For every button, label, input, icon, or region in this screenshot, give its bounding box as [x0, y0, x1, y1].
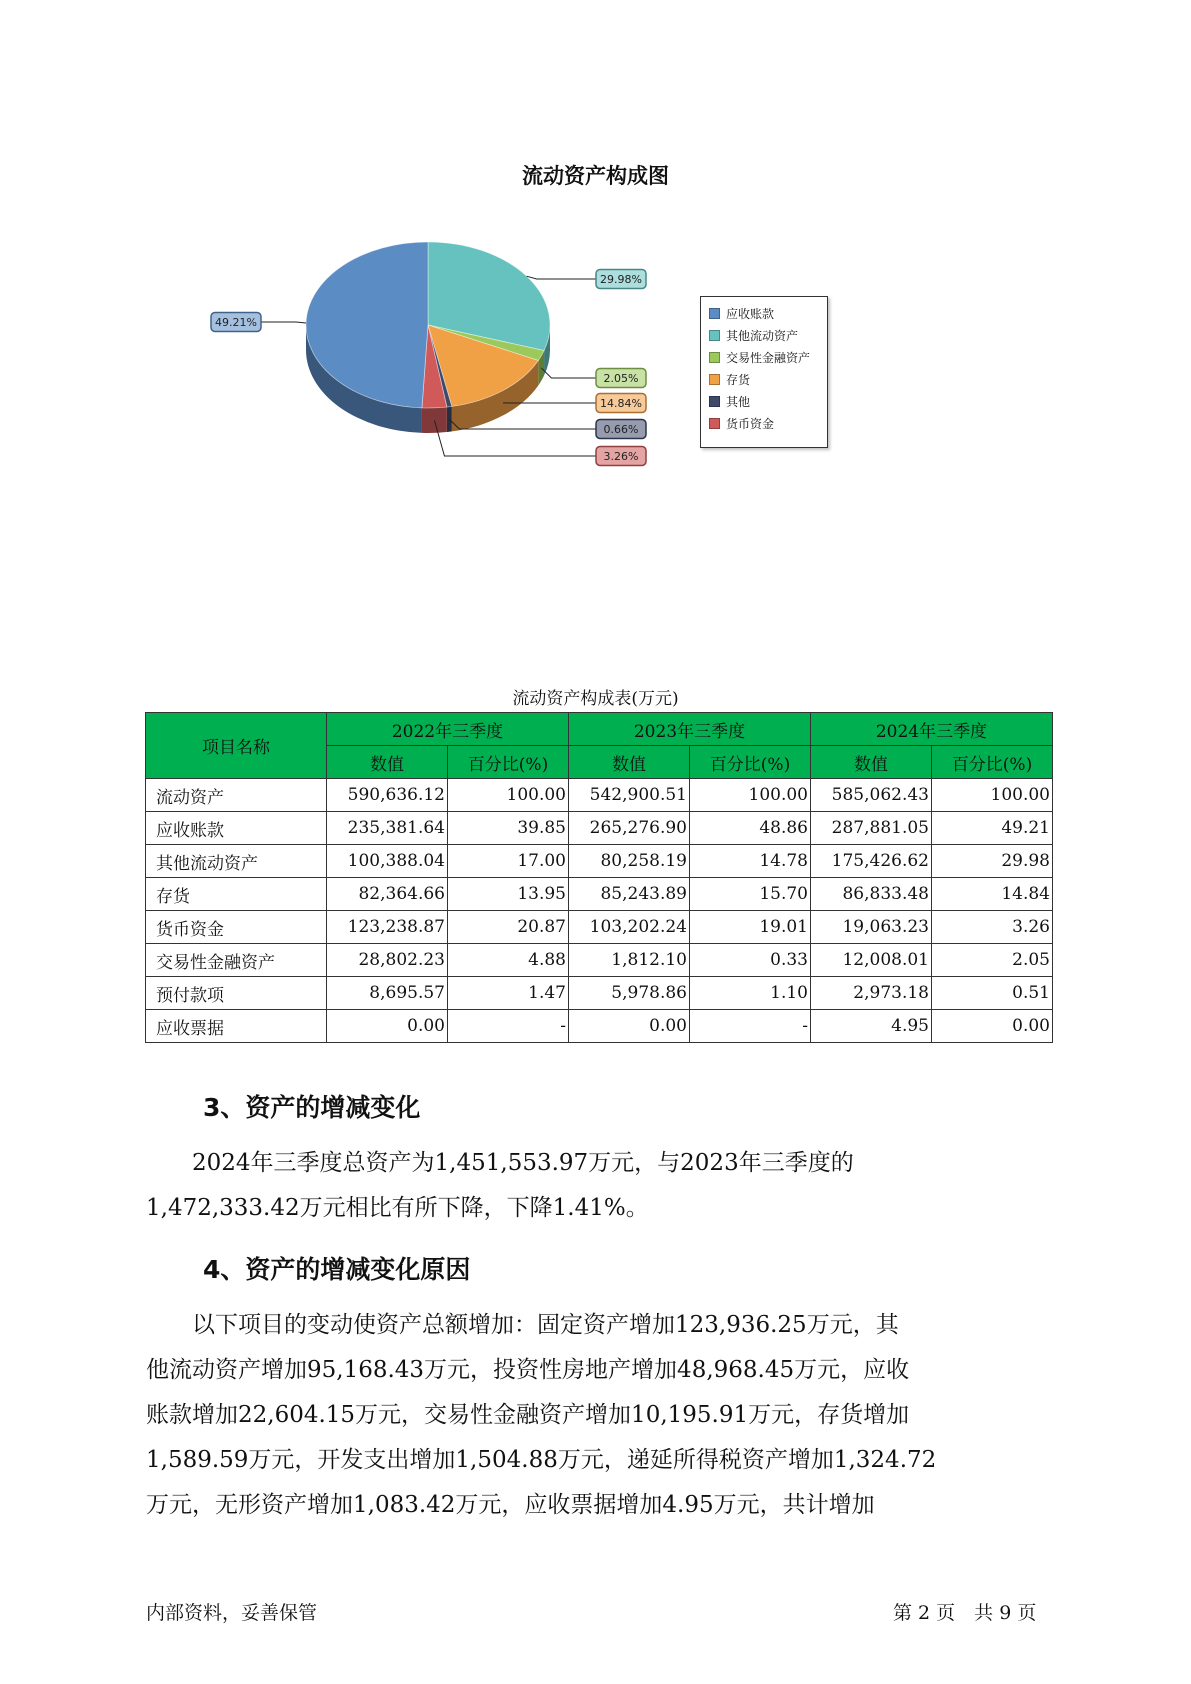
row-label: 应收账款: [146, 812, 327, 845]
percent-cell: 14.78: [690, 845, 811, 878]
value-cell: 86,833.48: [811, 878, 932, 911]
value-cell: 8,695.57: [327, 977, 448, 1010]
legend-swatch: [709, 396, 720, 407]
section-3-paragraph: [146, 1141, 1051, 1231]
legend-swatch: [709, 418, 720, 429]
leader-line: [527, 276, 596, 279]
value-cell: 542,900.51: [569, 779, 690, 812]
value-cell: 19,063.23: [811, 911, 932, 944]
table-row: [146, 944, 1053, 977]
value-cell: 585,062.43: [811, 779, 932, 812]
legend-item: [709, 349, 810, 367]
footer-confidential: 内部资料，妥善保管: [146, 1602, 318, 1624]
data-label: 0.66%: [603, 423, 639, 436]
table-row: [146, 845, 1053, 878]
percent-cell: 100.00: [932, 779, 1053, 812]
header-period: 2024年三季度: [811, 713, 1053, 746]
pie-chart: [0, 0, 1191, 520]
row-label: 预付款项: [146, 977, 327, 1010]
header-percent: 百分比(%): [448, 746, 569, 779]
value-cell: 5,978.86: [569, 977, 690, 1010]
row-label: 流动资产: [146, 779, 327, 812]
section-3-heading: 3、资产的增减变化: [203, 1093, 421, 1122]
value-cell: 28,802.23: [327, 944, 448, 977]
legend-swatch: [709, 352, 720, 363]
table-row: [146, 812, 1053, 845]
percent-cell: 1.47: [448, 977, 569, 1010]
legend-label: 交易性金融资产: [726, 351, 811, 365]
chart-legend: [700, 296, 828, 448]
paragraph-line: 以下项目的变动使资产总额增加：固定资产增加123,936.25万元，其: [146, 1312, 899, 1338]
percent-cell: 2.05: [932, 944, 1053, 977]
value-cell: 80,258.19: [569, 845, 690, 878]
pie-slice-side: [447, 406, 452, 432]
value-cell: 175,426.62: [811, 845, 932, 878]
table-row: [146, 1010, 1053, 1043]
table-row: [146, 911, 1053, 944]
legend-swatch: [709, 374, 720, 385]
percent-cell: 29.98: [932, 845, 1053, 878]
value-cell: 590,636.12: [327, 779, 448, 812]
legend-label: 应收账款: [726, 307, 775, 321]
header-period: 2023年三季度: [569, 713, 811, 746]
value-cell: 287,881.05: [811, 812, 932, 845]
percent-cell: -: [448, 1010, 569, 1043]
header-period: 2022年三季度: [327, 713, 569, 746]
paragraph-line: 1,589.59万元，开发支出增加1,504.88万元，递延所得税资产增加1,324.72: [146, 1447, 937, 1473]
legend-label: 货币资金: [726, 417, 775, 431]
leader-line: [261, 322, 306, 323]
legend-swatch: [709, 330, 720, 341]
table-row: [146, 977, 1053, 1010]
section-4-heading: 4、资产的增减变化原因: [203, 1255, 471, 1284]
percent-cell: 0.33: [690, 944, 811, 977]
header-item-name: 项目名称: [146, 713, 327, 779]
value-cell: 85,243.89: [569, 878, 690, 911]
percent-cell: -: [690, 1010, 811, 1043]
percent-cell: 19.01: [690, 911, 811, 944]
percent-cell: 13.95: [448, 878, 569, 911]
legend-label: 其他: [726, 395, 751, 409]
value-cell: 103,202.24: [569, 911, 690, 944]
paragraph-line: 1,472,333.42万元相比有所下降，下降1.41%。: [146, 1195, 649, 1221]
legend-item: [709, 305, 774, 323]
percent-cell: 4.88: [448, 944, 569, 977]
paragraph-line: 账款增加22,604.15万元，交易性金融资产增加10,195.91万元，存货增加: [146, 1402, 910, 1428]
table-caption: 流动资产构成表(万元): [512, 689, 679, 709]
leader-line: [541, 368, 596, 378]
percent-cell: 14.84: [932, 878, 1053, 911]
value-cell: 100,388.04: [327, 845, 448, 878]
value-cell: 12,008.01: [811, 944, 932, 977]
percent-cell: 15.70: [690, 878, 811, 911]
legend-label: 存货: [726, 373, 751, 387]
value-cell: 0.00: [569, 1010, 690, 1043]
header-percent: 百分比(%): [932, 746, 1053, 779]
percent-cell: 20.87: [448, 911, 569, 944]
percent-cell: 100.00: [448, 779, 569, 812]
value-cell: 123,238.87: [327, 911, 448, 944]
percent-cell: 48.86: [690, 812, 811, 845]
percent-cell: 100.00: [690, 779, 811, 812]
data-label: 49.21%: [215, 316, 257, 329]
header-value: 数值: [811, 746, 932, 779]
percent-cell: 39.85: [448, 812, 569, 845]
current-assets-table: [145, 712, 1053, 1043]
percent-cell: 49.21: [932, 812, 1053, 845]
data-label: 3.26%: [603, 450, 639, 463]
legend-swatch: [709, 308, 720, 319]
row-label: 存货: [146, 878, 327, 911]
row-label: 货币资金: [146, 911, 327, 944]
legend-item: [709, 327, 798, 345]
section-4-paragraph: [146, 1303, 1051, 1528]
legend-label: 其他流动资产: [726, 329, 799, 343]
legend-item: [709, 415, 774, 433]
percent-cell: 17.00: [448, 845, 569, 878]
legend-item: [709, 393, 750, 411]
paragraph-line: 他流动资产增加95,168.43万元，投资性房地产增加48,968.45万元，应收: [146, 1357, 910, 1383]
table-row: [146, 878, 1053, 911]
value-cell: 4.95: [811, 1010, 932, 1043]
value-cell: 0.00: [327, 1010, 448, 1043]
value-cell: 2,973.18: [811, 977, 932, 1010]
value-cell: 265,276.90: [569, 812, 690, 845]
chart-title: 流动资产构成图: [522, 164, 669, 188]
percent-cell: 0.51: [932, 977, 1053, 1010]
header-percent: 百分比(%): [690, 746, 811, 779]
paragraph-line: 万元，无形资产增加1,083.42万元，应收票据增加4.95万元，共计增加: [146, 1492, 875, 1518]
pie-slice-side: [422, 407, 447, 433]
table-row: [146, 779, 1053, 812]
value-cell: 235,381.64: [327, 812, 448, 845]
row-label: 应收票据: [146, 1010, 327, 1043]
data-label: 14.84%: [600, 397, 642, 410]
percent-cell: 0.00: [932, 1010, 1053, 1043]
legend-item: [709, 371, 750, 389]
row-label: 其他流动资产: [146, 845, 327, 878]
data-label: 29.98%: [600, 273, 642, 286]
value-cell: 1,812.10: [569, 944, 690, 977]
header-value: 数值: [327, 746, 448, 779]
percent-cell: 3.26: [932, 911, 1053, 944]
row-label: 交易性金融资产: [146, 944, 327, 977]
paragraph-line: 2024年三季度总资产为1,451,553.97万元，与2023年三季度的: [146, 1150, 854, 1176]
data-label: 2.05%: [603, 372, 639, 385]
value-cell: 82,364.66: [327, 878, 448, 911]
footer-page-number: 第 2 页 共 9 页: [893, 1602, 1037, 1624]
header-value: 数值: [569, 746, 690, 779]
percent-cell: 1.10: [690, 977, 811, 1010]
